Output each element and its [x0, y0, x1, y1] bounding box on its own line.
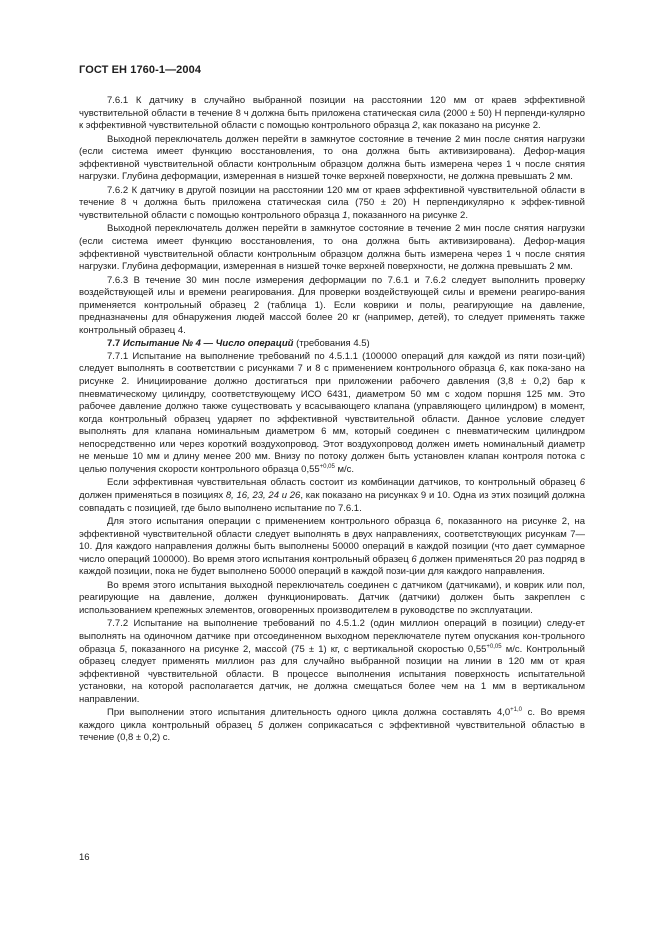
paragraph-7-6-1-output: Выходной переключатель должен перейти в замкнутое состояние в течение 2 мин после снятия нагрузки (если система имеет функцию восстановления, то она должна быть активизирована). Дефор-мация эффективной чувствительной области контрольным образцом должна быть измерена через 1 ч после снятия нагрузки. Глубина деформации, измеренная в низшей точке верхней поверхности, не должна превышать 2 мм. [79, 133, 585, 183]
paragraph-7-7-1-output: Во время этого испытания выходной переключатель соединен с датчиком (датчиками), и коврик или пол, реагирующие на давление, должен функционировать. Датчик (датчики) должен быть закреплен с использованием крепежных элементов, оговоренных производителем в руководстве по эксплуатации. [79, 579, 585, 616]
sample-ref: 2 [412, 120, 418, 132]
sample-ref: 5 [119, 643, 125, 655]
section-7-7-heading [79, 338, 585, 351]
section-title: Испытание № 4 — Число операций [122, 338, 294, 350]
clause-number: 7.6.2 [107, 184, 129, 196]
sample-ref: 6 [435, 516, 441, 528]
paragraph-7-7-1-combination: Если эффективная чувствительная область состоит из комбинации датчиков, то контрольный образец 6 должен применяться в позициях 8, 16, 23, 24 и 26, как показано на рисунках 9 и 10. Одна из этих позиций должна совпадать с позицией, где было выполнено испытание по 7.6.1. [79, 477, 585, 514]
sample-ref: 6 [498, 363, 504, 375]
paragraph-7-7-2-cycle: При выполнении этого испытания длительность одного цикла должна составлять $4,0^{+1,0}$ с. Во время каждого цикла контрольный образец 5 должен соприкасаться с эффективной чувствительной областью в течение (0,8 ± 0,2) с. [79, 707, 585, 744]
paragraph-7-6-3: 7.6.3 В течение 30 мин после измерения деформации по 7.6.1 и 7.6.2 следует выполнить проверку воздействующей илы и времени реагирования. Для проверки воздействующей силы и времени реагиро-вания применяется контрольный образец 2 (таблица 1). Если коврики и полы, реагирующие на давление, предназначены для обнаружения людей массой более 20 кг (например, детей), то следует применять также контрольный образец 4. [79, 274, 586, 336]
clause-number: 7.7.2 [107, 618, 129, 630]
tolerance-superscript: +0,05 [319, 463, 335, 470]
paragraph-7-7-2: 7.7.2 Испытание на выполнение требований по 4.5.1.2 (один миллион операций в позиции) следу-ет выполнять на одиночном датчике при отсоединенном выходном переключателе путем опускания кон-трольного образца 5, показанного на рисунке 2, массой (75 ± 1) кг, с вертикальной скоростью $0,55^{+0,05}$ м/с. Контрольный образец следует применять миллион раз для случайно выбранной позиции на линии в 120 мм от края эффективной чувствительной области. В процессе выполнения испытания поверхность испытательной установки, на которой располагается датчик, не должна смещаться более чем на 1 мм в вертикальном направлении. [79, 618, 585, 705]
clause-number: 7.6.3 [107, 274, 129, 286]
clause-number: 7.7.1 [107, 350, 129, 362]
paragraph-7-6-2: 7.6.2 К датчику в другой позиции на расстоянии 120 мм от краев эффективной чувствительной области в течение 8 ч должна быть приложена статическая сила (750 ± 20) Н перпендикулярно к эффек-тивной чувствительной области с помощью контрольного образца 1, показанного на рисунке 2. [79, 184, 586, 221]
paragraph-7-7-1-directions: Для этого испытания операции с применением контрольного образца 6, показанного на рисунке 2, на эффективной чувствительной области следует выполнять в двух направлениях, соответствующих рисункам 7—10. Для каждого направления должны быть выполнены 50000 операций в каждой позиции (что дает суммарное число операций 100000). Во время этого испытания контрольный образец 6 должен применяться 20 раз подряд в каждой позиции, пока не будет выполнено 50000 операций в каждой пози-ции для каждого направления. [79, 516, 586, 578]
section-requirements: (требования 4.5) [296, 338, 370, 350]
page-number: 16 [79, 852, 90, 863]
sample-ref: 1 [342, 209, 348, 221]
tolerance-superscript: +0,05 [486, 643, 502, 650]
clause-number: 7.6.1 [107, 95, 129, 106]
paragraph-7-7-1: 7.7.1 Испытание на выполнение требований по 4.5.1.1 (100000 операций для каждой из пяти пози-ций) следует выполнять в соответствии с рисунками 7 и 8 с применением контрольного образца 6, как пока-зано на рисунке 2. Инициирование должно достигаться при приложении рабочего давления (3,8 ± 0,2) бар к пневматическому цилиндру, соответствующему ИСО 6431, диаметром 50 мм с ходом поршня 125 мм. Это рабочее давление должно также существовать у всасывающего клапана (управляющего цилиндром) в момент, когда контрольный образец ударяет по эффективной чувствительной области. Данное условие следует выполнять для клапана номинальным диаметром 6 мм, который соединен с пневматическим цилиндром непосредственно или через короткий воздухопровод. Этот воздухопровод должен иметь номинальный диаметр не меньше 10 мм и длину менее 200 мм. Внизу по потоку должен быть установлен клапан контроля потока с целью получения скорости контрольного образца $0,55^{+0,05}$ м/с. [79, 350, 585, 475]
document-header: ГОСТ ЕН 1760-1—2004 [79, 64, 202, 76]
sample-ref: 6 [579, 477, 585, 489]
tolerance-superscript: +1,0 [510, 707, 523, 714]
paragraph-7-6-1: 7.6.1 К датчику в случайно выбранной позиции на расстоянии 120 мм от краев эффективной чувствительной области в течение 8 ч должна быть приложена статическая сила (2000 ± 50) Н перпенди-кулярно к эффективной чувствительной области с помощью контрольного образца 2, как показано на рисунке 2. [79, 95, 586, 132]
document-body [79, 95, 585, 745]
sample-ref: 5 [257, 719, 264, 731]
sample-ref: 6 [411, 553, 417, 565]
position-list: 8, 16, 23, 24 и 26 [225, 489, 301, 501]
section-number: 7.7 [107, 338, 121, 350]
paragraph-7-6-2-output: Выходной переключатель должен перейти в замкнутое состояние в течение 2 мин после снятия нагрузки (если система имеет функцию восстановления, то она должна быть активизирована). Дефор-мация эффективной чувствительной области контрольным образцом должна быть измерена через 1 ч после снятия нагрузки. Глубина деформации, измеренная в низшей точке верхней поверхности, не должна превышать 2 мм. [79, 223, 585, 273]
